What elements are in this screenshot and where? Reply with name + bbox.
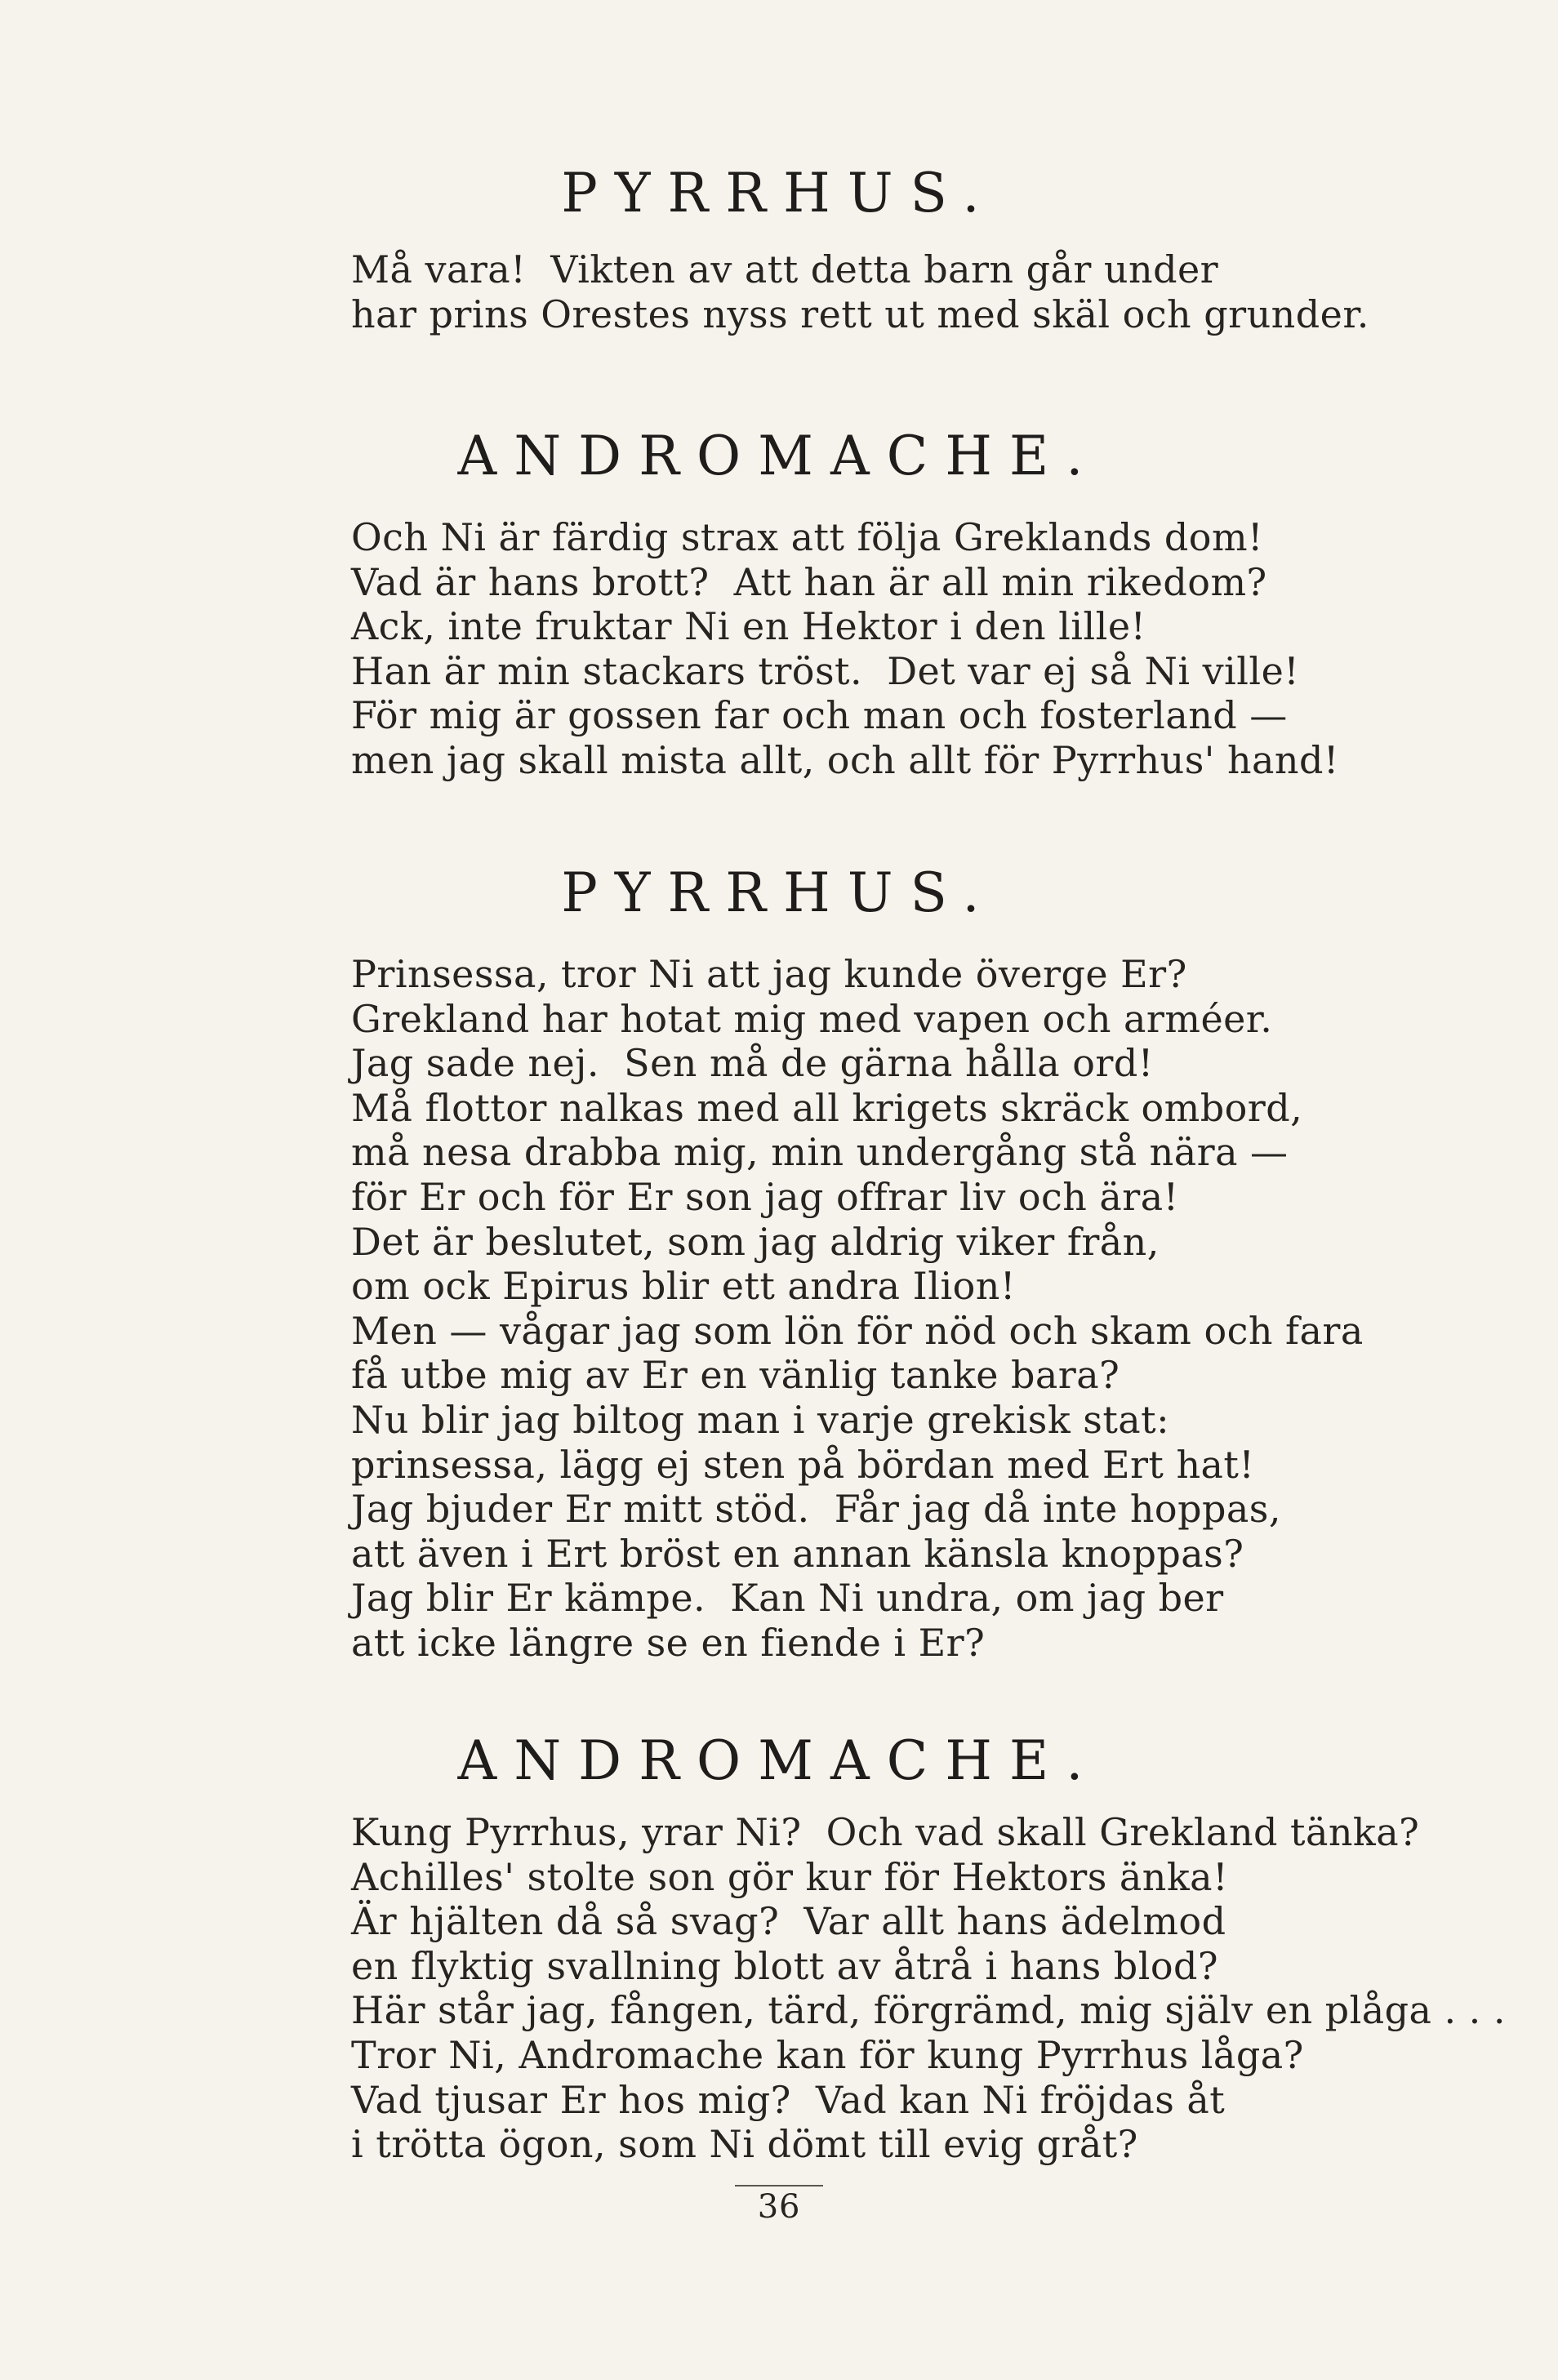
speaker-heading-pyrrhus: PYRRHUS.: [561, 162, 997, 225]
verse-line: få utbe mig av Er en vänlig tanke bara?: [351, 1353, 1120, 1398]
speaker-heading-andromache: ANDROMACHE.: [457, 1729, 1101, 1792]
verse-line: men jag skall mista allt, och allt för Pyrrhus' hand!: [351, 737, 1339, 782]
verse-line: Det är beslutet, som jag aldrig viker från,: [351, 1219, 1160, 1264]
verse-line: Vad tjusar Er hos mig? Vad kan Ni fröjdas åt: [351, 2077, 1226, 2122]
verse-block-1: [351, 247, 1369, 336]
verse-line: i trötta ögon, som Ni dömt till evig gråt?: [351, 2122, 1138, 2167]
verse-line: Vad är hans brott? Att han är all min rikedom?: [351, 559, 1267, 604]
verse-block-3: [351, 952, 1364, 1666]
verse-line: För mig är gossen far och man och fosterland —: [351, 693, 1288, 738]
page-number-rule: [735, 2185, 823, 2186]
verse-line: har prins Orestes nyss rett ut med skäl och grunder.: [351, 291, 1369, 336]
verse-line: en flyktig svallning blott av åtrå i hans blod?: [351, 1943, 1219, 1988]
verse-line: Är hjälten då så svag? Var allt hans ädelmod: [351, 1899, 1226, 1944]
verse-line: för Er och för Er son jag offrar liv och ära!: [351, 1174, 1179, 1219]
verse-line: Grekland har hotat mig med vapen och arméer.: [351, 996, 1273, 1041]
verse-block-2: [351, 515, 1339, 783]
verse-line: Ack, inte fruktar Ni en Hektor i den lille!: [351, 604, 1146, 649]
verse-line: Kung Pyrrhus, yrar Ni? Och vad skall Grekland tänka?: [351, 1810, 1420, 1854]
verse-line: att icke längre se en fiende i Er?: [351, 1620, 986, 1665]
verse-line: prinsessa, lägg ej sten på bördan med Ert hat!: [351, 1442, 1255, 1487]
verse-line: Prinsessa, tror Ni att jag kunde överge Er?: [351, 952, 1187, 996]
page-number: 36: [757, 2188, 801, 2226]
verse-line: Må vara! Vikten av att detta barn går under: [351, 247, 1219, 291]
verse-block-4: [351, 1810, 1506, 2167]
verse-line: Achilles' stolte son gör kur för Hektors änka!: [351, 1854, 1229, 1899]
verse-line: Jag sade nej. Sen må de gärna hålla ord!: [351, 1041, 1154, 1086]
verse-line: Han är min stackars tröst. Det var ej så Ni ville!: [351, 648, 1300, 693]
verse-line: att även i Ert bröst en annan känsla knoppas?: [351, 1531, 1244, 1576]
verse-line: Och Ni är färdig strax att följa Greklands dom!: [351, 515, 1263, 559]
verse-line: Nu blir jag biltog man i varje grekisk stat:: [351, 1397, 1170, 1442]
verse-line: Må flottor nalkas med all krigets skräck ombord,: [351, 1085, 1303, 1130]
verse-line: Jag blir Er kämpe. Kan Ni undra, om jag ber: [351, 1576, 1224, 1621]
verse-line: Här står jag, fången, tärd, förgrämd, mig själv en plåga . . .: [351, 1988, 1506, 2033]
verse-line: må nesa drabba mig, min undergång stå nära —: [351, 1130, 1289, 1175]
verse-line: Men — vågar jag som lön för nöd och skam och fara: [351, 1308, 1364, 1353]
verse-line: Jag bjuder Er mitt stöd. Får jag då inte hoppas,: [351, 1487, 1281, 1532]
verse-line: Tror Ni, Andromache kan för kung Pyrrhus låga?: [351, 2032, 1304, 2077]
speaker-heading-andromache: ANDROMACHE.: [457, 425, 1101, 487]
speaker-heading-pyrrhus: PYRRHUS.: [561, 861, 997, 924]
verse-line: om ock Epirus blir ett andra Ilion!: [351, 1264, 1016, 1309]
